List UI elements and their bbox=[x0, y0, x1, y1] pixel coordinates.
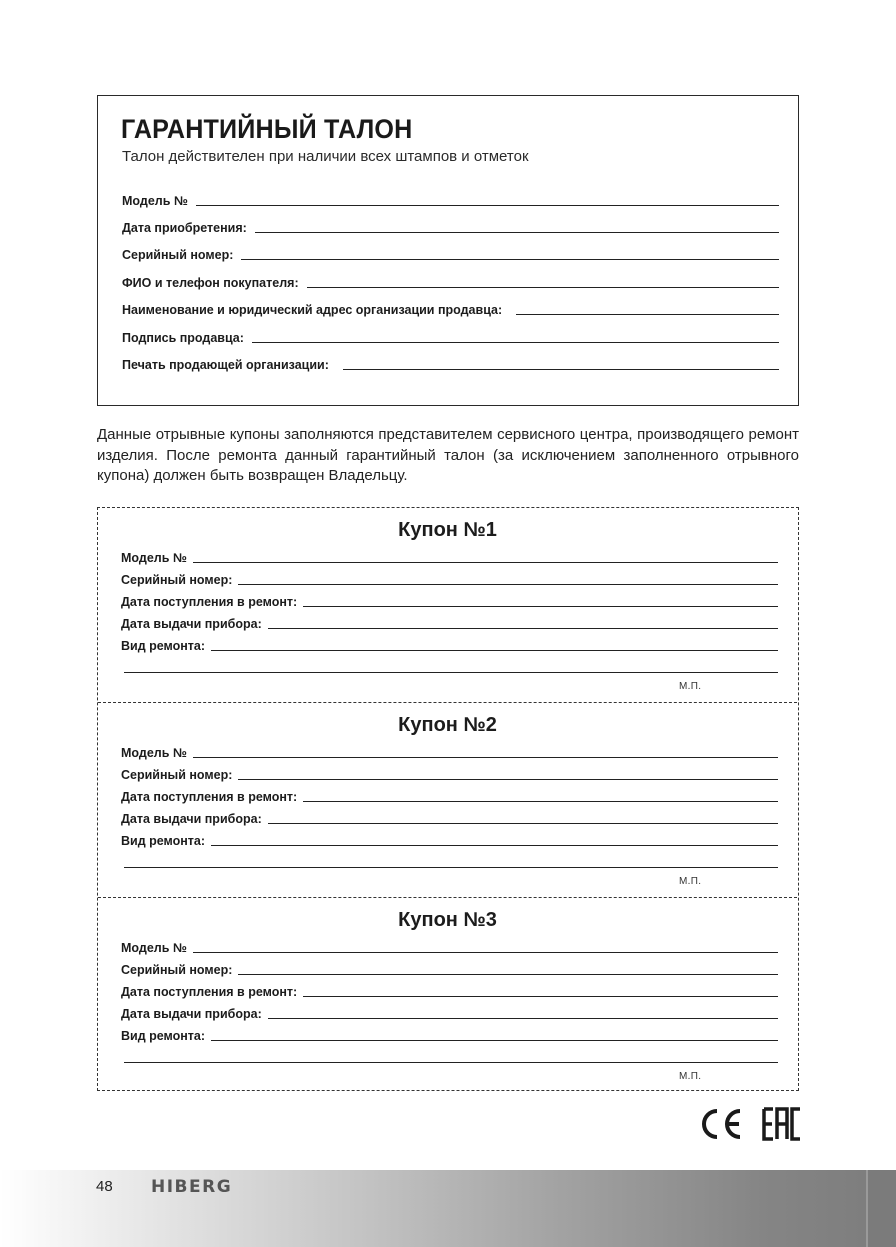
field-label: Дата поступления в ремонт: bbox=[121, 595, 298, 609]
fill-line[interactable] bbox=[268, 823, 778, 824]
coupon-title: Купон №2 bbox=[398, 714, 497, 736]
field-serial-number[interactable] bbox=[122, 244, 779, 262]
field-label: Вид ремонта: bbox=[121, 1029, 206, 1043]
field-label: Подпись продавца: bbox=[122, 331, 244, 345]
hiberg-logo bbox=[151, 1175, 251, 1197]
stamp-placeholder-label: М.П. bbox=[679, 876, 702, 887]
field-label: Вид ремонта: bbox=[121, 639, 206, 653]
field-label: Дата выдачи прибора: bbox=[121, 617, 262, 631]
field-label: Серийный номер: bbox=[122, 248, 234, 262]
field-return-date[interactable] bbox=[121, 810, 778, 826]
fill-line[interactable] bbox=[252, 342, 779, 343]
field-repair-type[interactable] bbox=[121, 637, 778, 653]
warranty-card bbox=[97, 95, 799, 406]
fill-line-extra[interactable] bbox=[124, 1062, 778, 1063]
fill-line[interactable] bbox=[193, 757, 778, 758]
field-label: Серийный номер: bbox=[121, 963, 233, 977]
stamp-placeholder-label: М.П. bbox=[679, 681, 702, 692]
field-purchase-date[interactable] bbox=[122, 217, 779, 235]
brand-text: HIBERG bbox=[151, 1177, 233, 1197]
fill-line[interactable] bbox=[238, 584, 778, 585]
fill-line[interactable] bbox=[255, 232, 779, 233]
fill-line[interactable] bbox=[516, 314, 779, 315]
warranty-title: ГАРАНТИЙНЫЙ ТАЛОН bbox=[121, 114, 413, 144]
fill-line[interactable] bbox=[193, 562, 778, 563]
fill-line[interactable] bbox=[238, 974, 778, 975]
field-label: Печать продающей организации: bbox=[122, 358, 329, 372]
page-number: 48 bbox=[96, 1178, 113, 1195]
field-label: Модель № bbox=[121, 551, 187, 565]
fill-line[interactable] bbox=[196, 205, 779, 206]
fill-line[interactable] bbox=[241, 259, 779, 260]
field-return-date[interactable] bbox=[121, 1005, 778, 1021]
field-label: Дата поступления в ремонт: bbox=[121, 985, 298, 999]
field-label: Дата приобретения: bbox=[122, 221, 247, 235]
field-seller-signature[interactable] bbox=[122, 327, 779, 345]
field-seller-stamp[interactable] bbox=[122, 354, 779, 372]
field-label: Дата выдачи прибора: bbox=[121, 1007, 262, 1021]
field-repair-type[interactable] bbox=[121, 1027, 778, 1043]
field-serial-number[interactable] bbox=[121, 961, 778, 977]
field-label: Серийный номер: bbox=[121, 573, 233, 587]
ce-mark-icon bbox=[700, 1107, 744, 1141]
tear-off-coupons bbox=[97, 507, 799, 1091]
fill-line[interactable] bbox=[268, 1018, 778, 1019]
field-model-number[interactable] bbox=[121, 744, 778, 760]
field-label: ФИО и телефон покупателя: bbox=[122, 276, 299, 290]
field-buyer-name-phone[interactable] bbox=[122, 272, 779, 290]
fill-line[interactable] bbox=[211, 650, 778, 651]
fill-line[interactable] bbox=[268, 628, 778, 629]
fill-line[interactable] bbox=[303, 801, 778, 802]
field-serial-number[interactable] bbox=[121, 571, 778, 587]
page-footer bbox=[0, 1170, 896, 1247]
warranty-subtitle: Талон действителен при наличии всех штампов и отметок bbox=[122, 148, 529, 165]
fill-line[interactable] bbox=[303, 606, 778, 607]
footer-edge-tab bbox=[868, 1170, 896, 1247]
field-repair-intake-date[interactable] bbox=[121, 983, 778, 999]
field-label: Модель № bbox=[121, 746, 187, 760]
field-model-number[interactable] bbox=[122, 190, 779, 208]
field-serial-number[interactable] bbox=[121, 766, 778, 782]
field-label: Модель № bbox=[121, 941, 187, 955]
field-label: Модель № bbox=[122, 194, 188, 208]
fill-line-extra[interactable] bbox=[124, 672, 778, 673]
coupon-title: Купон №1 bbox=[398, 519, 497, 541]
coupon-3 bbox=[98, 897, 797, 1092]
field-repair-type[interactable] bbox=[121, 832, 778, 848]
coupon-instructions: Данные отрывные купоны заполняются представителем сервисного центра, производящего ремонт изделия. После ремонта данный гарантийный талон (за исключением заполненного отрывного купона) должен быть возвращен Владельцу. bbox=[97, 426, 799, 484]
field-model-number[interactable] bbox=[121, 549, 778, 565]
field-label: Серийный номер: bbox=[121, 768, 233, 782]
field-return-date[interactable] bbox=[121, 615, 778, 631]
field-label: Дата поступления в ремонт: bbox=[121, 790, 298, 804]
coupon-title: Купон №3 bbox=[398, 909, 497, 931]
field-label: Вид ремонта: bbox=[121, 834, 206, 848]
coupon-1 bbox=[98, 508, 797, 703]
fill-line[interactable] bbox=[238, 779, 778, 780]
certification-marks bbox=[700, 1106, 802, 1142]
field-seller-name-address[interactable] bbox=[122, 299, 779, 317]
eac-mark-icon bbox=[762, 1107, 802, 1141]
field-repair-intake-date[interactable] bbox=[121, 593, 778, 609]
field-label: Дата выдачи прибора: bbox=[121, 812, 262, 826]
fill-line-extra[interactable] bbox=[124, 867, 778, 868]
fill-line[interactable] bbox=[343, 369, 779, 370]
fill-line[interactable] bbox=[211, 1040, 778, 1041]
stamp-placeholder-label: М.П. bbox=[679, 1071, 702, 1082]
fill-line[interactable] bbox=[303, 996, 778, 997]
coupon-2 bbox=[98, 702, 797, 897]
fill-line[interactable] bbox=[193, 952, 778, 953]
field-repair-intake-date[interactable] bbox=[121, 788, 778, 804]
field-model-number[interactable] bbox=[121, 939, 778, 955]
fill-line[interactable] bbox=[307, 287, 779, 288]
field-label: Наименование и юридический адрес организации продавца: bbox=[122, 303, 503, 317]
fill-line[interactable] bbox=[211, 845, 778, 846]
